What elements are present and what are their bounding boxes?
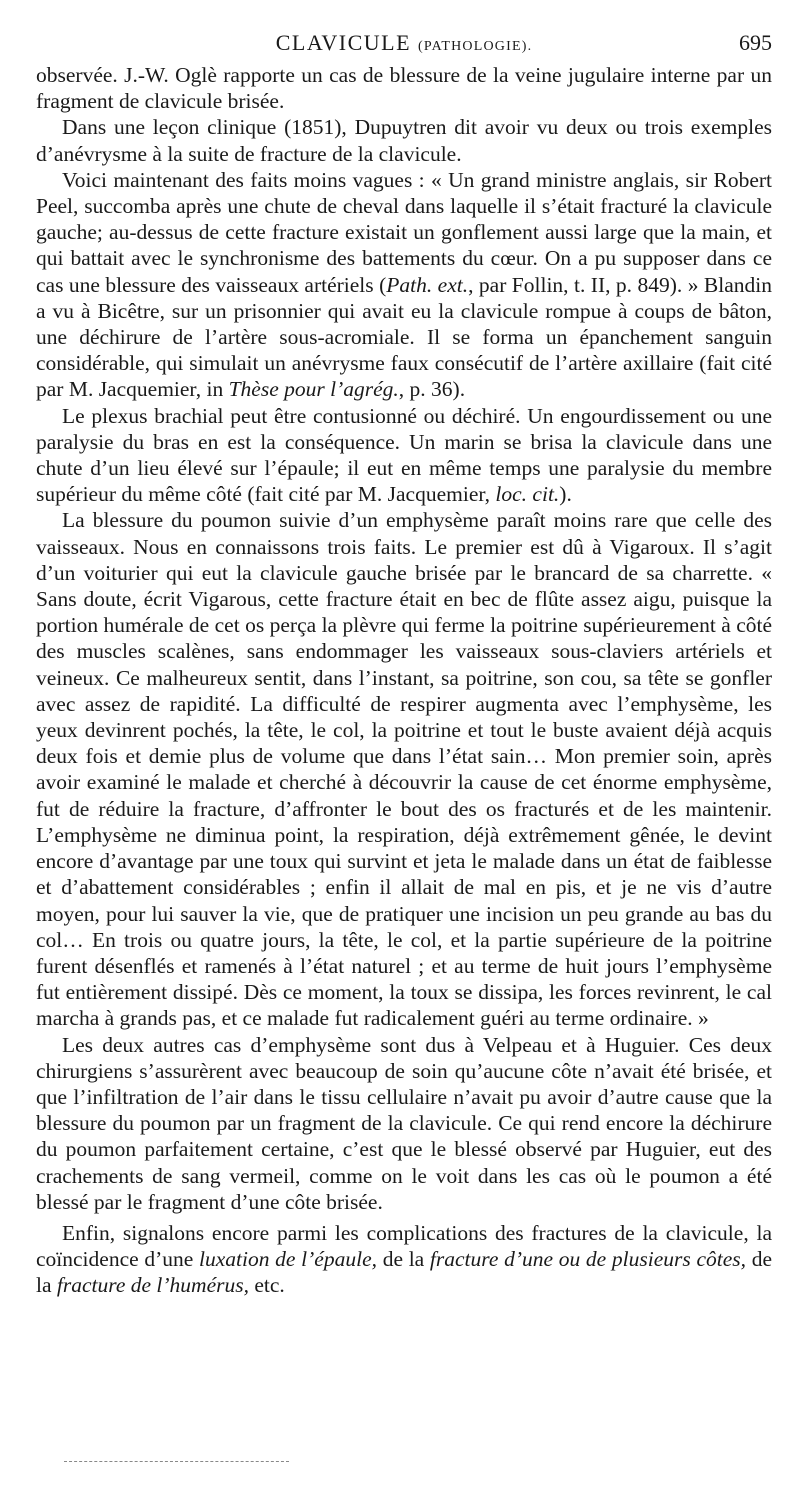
- italic-run: Thèse pour l’agrég.: [228, 377, 399, 402]
- running-head: [36, 30, 772, 58]
- paragraph-6: [36, 1032, 772, 1215]
- running-title: [36, 30, 772, 56]
- text-run: de la: [36, 1247, 773, 1298]
- text-run: Voici maintenant des faits moins vagues : « Un grand ministre anglais, sir Robert Peel, succomba après une chute de cheval dans laquelle il s’était fracturé la clavicule gauche; au-dessus de cette fracture existait un gonflement aussi large que la main, et qui battait avec le synchronisme des battements du cœur. On a pu supposer dans ce cas une blessure des vaisseaux artériels (: [36, 167, 772, 297]
- italic-run: fracture d’une ou de plusieurs côtes,: [429, 1247, 747, 1272]
- paragraph-3: [36, 167, 772, 403]
- text-run: La blessure du poumon suivie d’un emphysème paraît moins rare que celle des vaisseaux. Nous en connaissons trois faits. Le premier est dû à Vigaroux. Il s’agit d’un voiturier qui eut la clavicule gauche brisée par le brancard de sa charrette. « Sans doute, écrit Vigarous, cette fracture était en bec de flûte assez aigu, puisque la portion humérale de cet os perça la plèvre qui ferme la poitrine supérieurement à côté des muscles scalènes, sans endommager les vaisseaux sous-claviers artériels et veineux. Ce malheureux sentit, dans l’instant, sa poitrine, son cou, sa tête se gonfler avec assez de rapidité. La difficulté de respirer augmenta avec l’emphysème, les yeux devinrent pochés, la tête, le col, la poitrine et tout le buste avaient déjà acquis deux fois et demie plus de volume que dans l’état sain… Mon premier soin, après avoir examiné le malade et cherché à découvrir la cause de cet énorme emphysème, fut de réduire la fracture, d’affronter le bout des os fracturés et de les maintenir. L’emphysème ne diminua point, la respiration, déjà extrêmement gênée, le devint encore d’avantage par une toux qui survint et jeta le malade dans un état de faiblesse et d’abattement considérables ; enfin il allait de mal en pis, et je ne vis d’autre moyen, pour lui sauver la vie, que de pratiquer une incision un peu grande au bas du col… En trois ou quatre jours, la tête, le col, et la partie supérieure de la poitrine furent désenflés et ramenés à l’état naturel ; et au terme de huit jours l’emphysème fut entièrement dissipé. Dès ce moment, la toux se dissipa, les forces revinrent, le cal marcha à grands pas, et ce malade fut radicalement guéri au terme ordinaire. »: [36, 508, 772, 1031]
- footer-rule: [64, 1461, 289, 1462]
- text-run: observée. J.-W. Oglè rapporte un cas de blessure de la veine jugulaire interne par un fragment de clavicule brisée.: [36, 63, 772, 114]
- running-title-subtitle: (PATHOLOGIE).: [418, 39, 533, 54]
- italic-run: fracture de l’humérus,: [56, 1273, 249, 1298]
- text-run: etc.: [248, 1273, 285, 1298]
- text-run: Le plexus brachial peut être contusionné ou déchiré. Un engourdissement ou une paralysie du bras en est la conséquence. Un marin se brisa la clavicule dans une chute d’un lieu élevé sur l’épaule; il eut en même temps une paralysie du membre supérieur du même côté (fait cité par M. Jacquemier,: [36, 403, 772, 507]
- page-number: 695: [739, 30, 772, 55]
- text-run: , p. 36).: [398, 377, 466, 402]
- paragraph-2: [36, 114, 772, 166]
- text-run: Enfin, signalons encore parmi les complications des fractures de la clavicule, la coïncidence d’une: [36, 1220, 772, 1272]
- text-run: ).: [559, 482, 572, 507]
- text-run: de la: [377, 1247, 430, 1272]
- italic-run: loc. cit.: [495, 482, 560, 507]
- italic-run: luxation de l’épaule,: [199, 1247, 377, 1272]
- text-run: Dans une leçon clinique (1851), Dupuytren dit avoir vu deux ou trois exemples d’anévrysme à la suite de fracture de la clavicule.: [36, 115, 772, 166]
- paragraph-5: [36, 507, 772, 1031]
- body-text: [36, 62, 772, 1299]
- paragraph-7: [36, 1220, 772, 1299]
- text-run: Les deux autres cas d’emphysème sont dus à Velpeau et à Huguier. Ces deux chirurgiens s’assurèrent avec beaucoup de soin qu’aucune côte n’avait été brisée, et que l’infiltration de l’air dans le tissu cellulaire n’avait pu avoir d’autre cause que la blessure du poumon par un fragment de la clavicule. Ce qui rend encore la déchirure du poumon parfaitement certaine, c’est que le blessé observé par Huguier, eut des crachements de sang vermeil, comme on le voit dans les cas où le poumon a été blessé par le fragment d’une côte brisée.: [36, 1032, 772, 1214]
- italic-run: Path. ext.: [386, 272, 469, 297]
- running-title-main: CLAVICULE: [275, 30, 412, 55]
- paragraph-1: [36, 62, 772, 114]
- text-run: , par Follin, t. II, p. 849). » Blandin a vu à Bicêtre, sur un prisonnier qui avait eu la clavicule rompue à coups de bâton, une déchirure de l’artère sous-acromiale. Il se forma un épanchement sanguin considérable, qui simulait un anévrysme faux consécutif de l’artère axillaire (fait cité par M. Jacquemier, in: [36, 272, 772, 402]
- paragraph-4: [36, 403, 772, 508]
